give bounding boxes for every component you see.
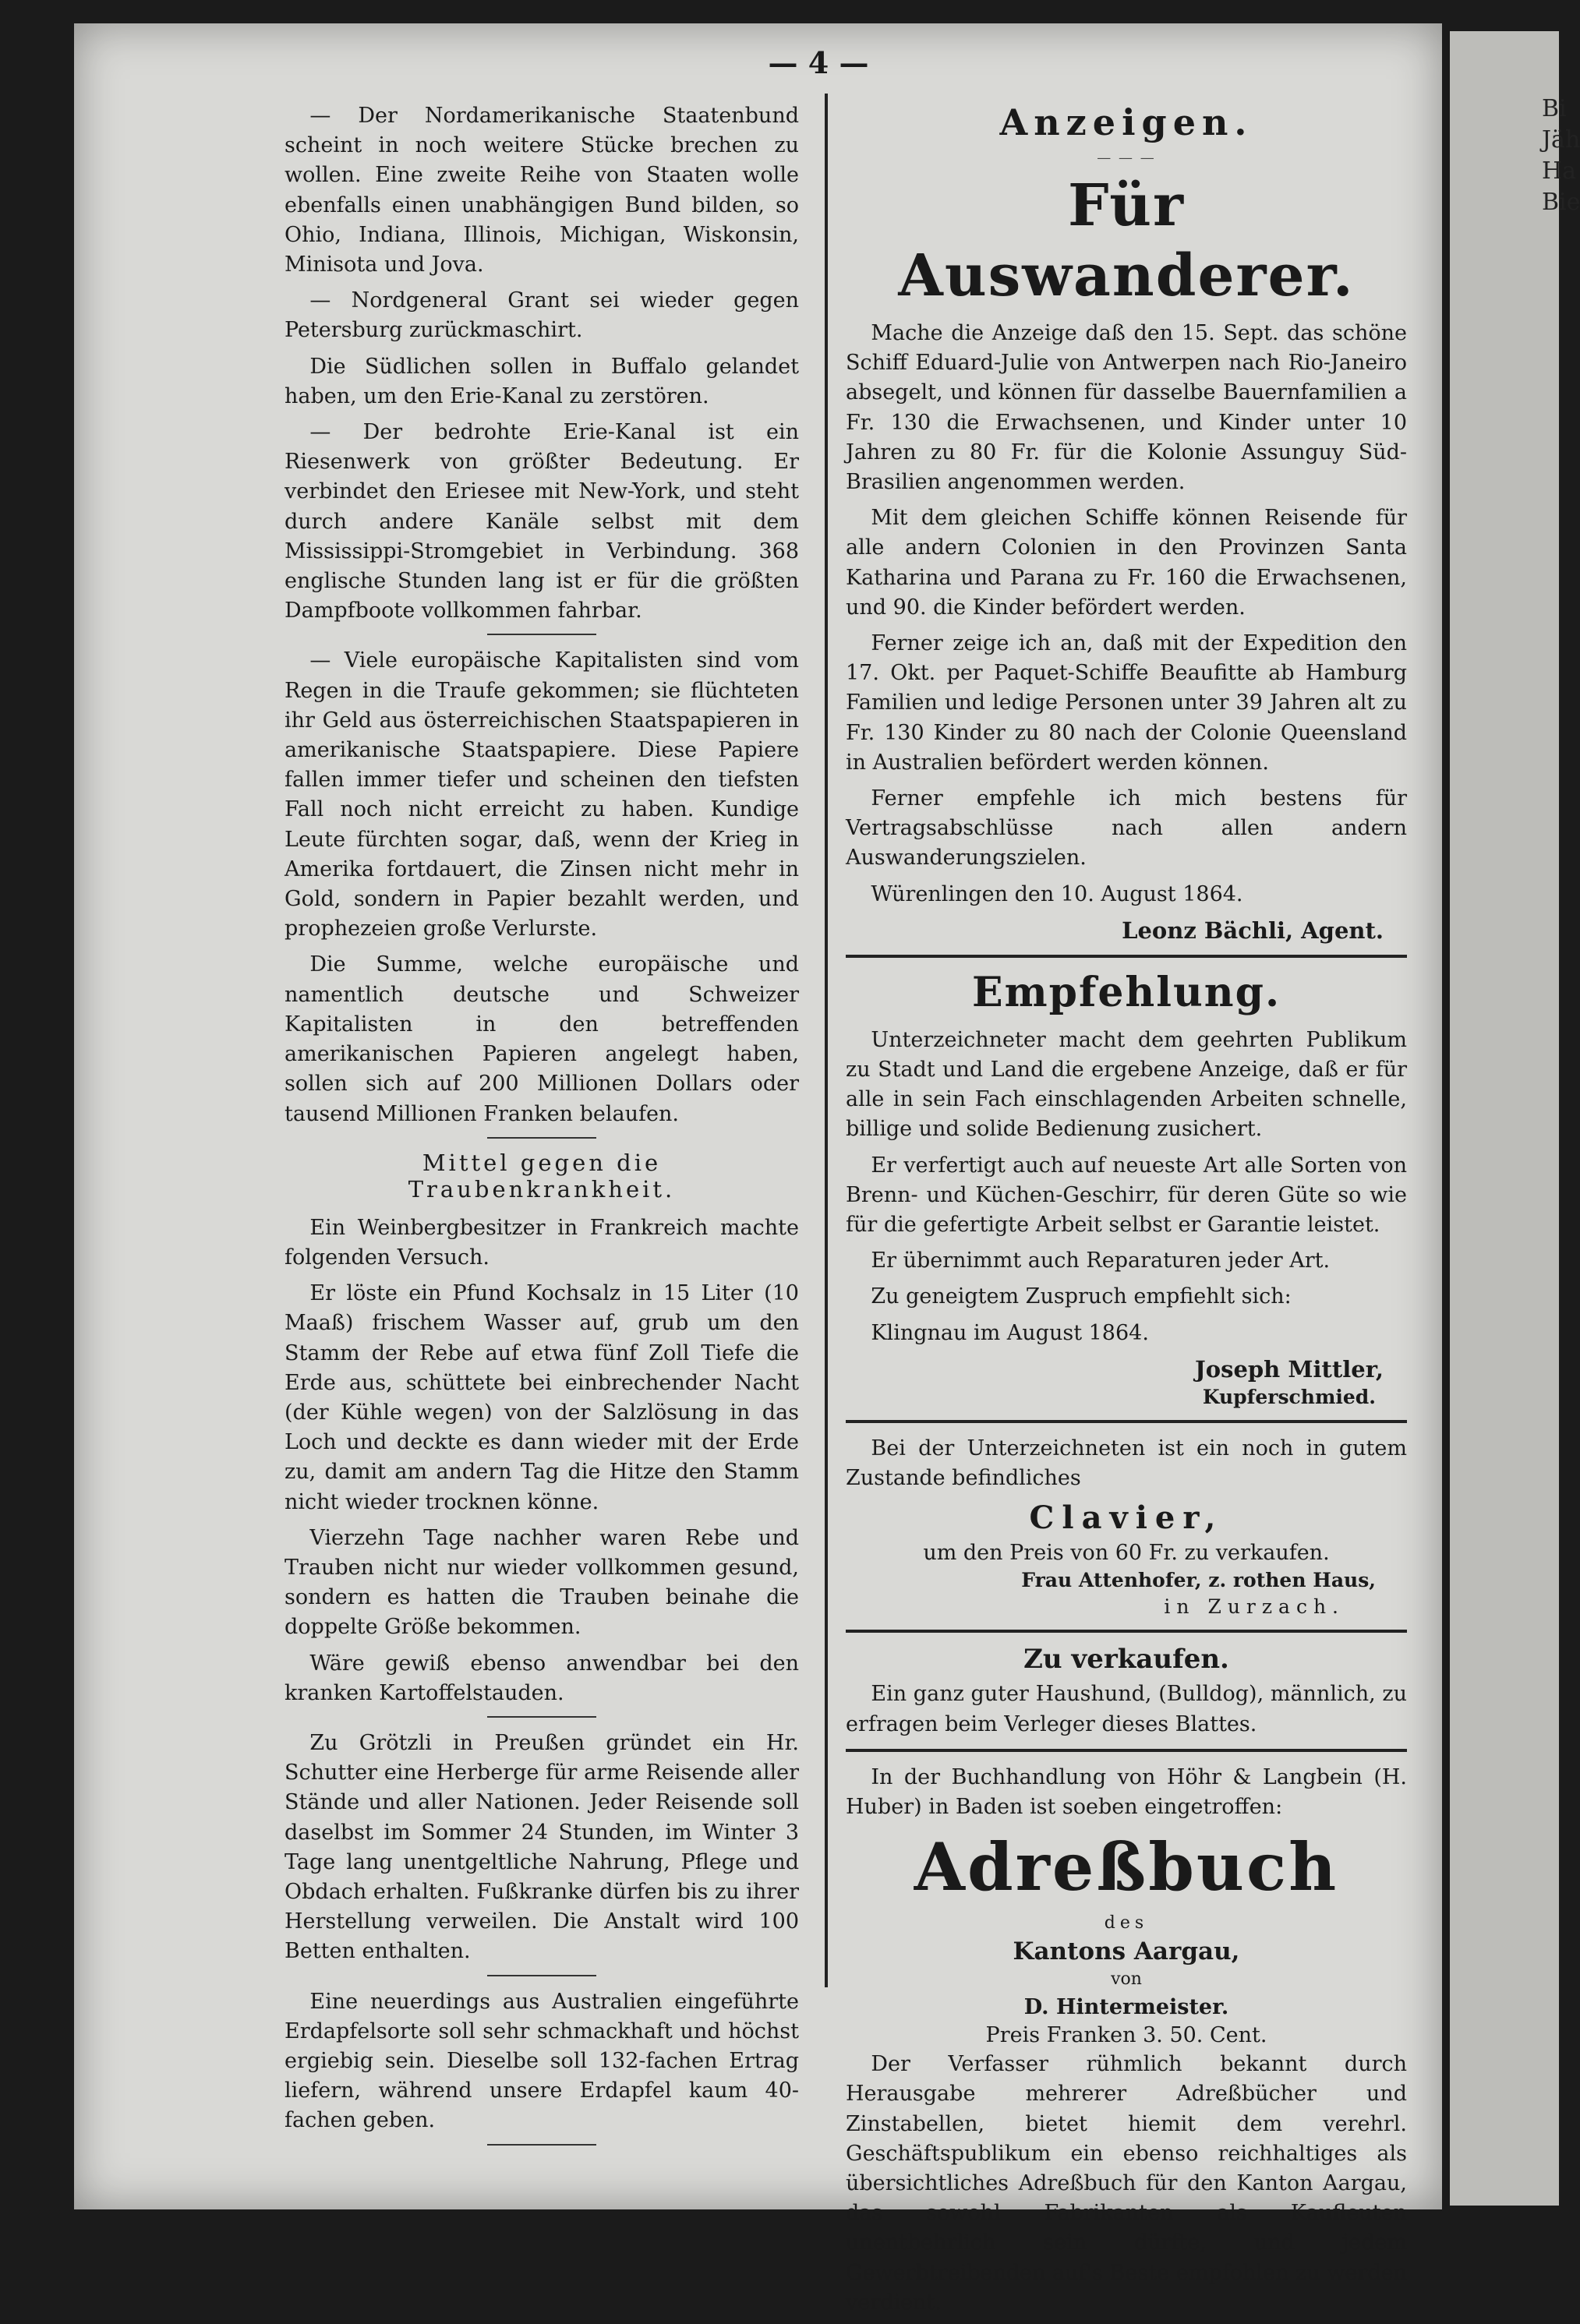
ad-separator <box>846 1420 1407 1423</box>
separator <box>487 1975 596 1976</box>
ad-title-verkaufen: Zu verkaufen. <box>1023 1644 1229 1676</box>
ads-section-title: Anzeigen. <box>999 101 1253 143</box>
ad-von: von <box>1111 1969 1142 1990</box>
edge-fragment: Ha <box>1542 157 1577 185</box>
ad-paragraph: Ferner empfehle ich mich bestens für Vertragsabschlüsse nach allen andern Auswanderungszielen. <box>846 786 1407 871</box>
column-divider <box>825 94 828 1987</box>
ad-paragraph: Klingnau im August 1864. <box>871 1320 1149 1345</box>
adjacent-page-edge <box>1450 31 1580 2206</box>
ad-paragraph: Der Verfasser rühmlich bekannt durch Herausgabe mehrerer Adreßbücher und Zinstabellen, bietet hiemit dem verehrl. Geschäftspublikum ein ebenso reichhaltiges als übersichtliches Adreßbuch für den Kanton Aargau, das sowohl Fabrikanten als Kaufleuten unentbehrlich sein dürfte, und jedem Gewerbtreibenden auf's Beste empfohlen zu werden verdient. <box>846 2052 1407 2315</box>
ad-separator <box>846 1749 1407 1752</box>
news-paragraph: Ein Weinbergbesitzer in Frankreich machte folgenden Versuch. <box>285 1215 799 1270</box>
news-paragraph: Vierzehn Tage nachher waren Rebe und Trauben nicht nur wieder vollkommen gesund, sondern es hatten die Trauben beinahe die doppelte Größe bekommen. <box>285 1525 799 1640</box>
edge-fragment: Jäh <box>1542 126 1580 154</box>
page-number: — 4 — <box>768 45 869 80</box>
article-heading: Mittel gegen die Traubenkrankheit. <box>408 1149 676 1203</box>
news-paragraph: Wäre gewiß ebenso anwendbar bei den kranken Kartoffelstauden. <box>285 1651 799 1705</box>
ad-paragraph: Er übernimmt auch Reparaturen jeder Art. <box>871 1249 1331 1273</box>
news-paragraph: — Der bedrohte Erie-Kanal ist ein Riesenwerk von größter Bedeutung. Er verbindet den Eriesee mit New-York, und steht durch andere Kanäle selbst mit dem Mississippi-Stromgebiet in Verbindung. 368 englische Stunden lang ist er für die größten Dampfboote vollkommen fahrbar. <box>285 420 799 623</box>
separator <box>487 634 596 635</box>
ad-paragraph: Mit dem gleichen Schiffe können Reisende für alle andern Colonien in den Provinzen Santa Katharina und Parana zu Fr. 160 die Erwachsenen, und 90. die Kinder befördert werden. <box>846 506 1407 620</box>
ad-des: des <box>1104 1913 1149 1934</box>
edge-fragment: Bie <box>1542 189 1580 216</box>
ad-paragraph: Bei der Unterzeichneten ist ein noch in gutem Zustande befindliches <box>846 1436 1407 1491</box>
ad-signature: Frau Attenhofer, z. rothen Haus, <box>1021 1569 1376 1592</box>
ad-separator <box>846 1630 1407 1633</box>
ad-place: in Zurzach. <box>1164 1595 1345 1619</box>
separator <box>487 1716 596 1718</box>
news-paragraph: Eine neuerdings aus Australien eingeführte Erdapfelsorte soll sehr schmackhaft und höchst ergiebig sein. Dieselbe soll 132-fachen Ertrag liefern, während unsere Erdapfel kaum 40-fachen geben. <box>285 1989 799 2133</box>
ad-separator <box>846 955 1407 958</box>
ad-title-auswanderer: Für Auswanderer. <box>898 172 1355 309</box>
ad-paragraph: Unterzeichneter macht dem geehrten Publikum zu Stadt und Land die ergebene Anzeige, daß er für alle in sein Fach einschlagenden Arbeiten schnelle, billige und solide Bedienung zusichert. <box>846 1027 1407 1142</box>
news-paragraph: — Der Nordamerikanische Staatenbund scheint in noch weitere Stücke brechen zu wollen. Eine zweite Reihe von Staaten wolle ebenfalls einen unabhängigen Bund bilden, so Ohio, Indiana, Illinois, Michigan, Wiskonsin, Minisota und Jova. <box>285 104 799 277</box>
ad-paragraph: Würenlingen den 10. August 1864. <box>871 881 1243 906</box>
ad-price: um den Preis von 60 Fr. zu verkaufen. <box>923 1541 1330 1566</box>
ad-paragraph: Ein ganz guter Haushund, (Bulldog), männlich, zu erfragen beim Verleger dieses Blattes. <box>846 1682 1407 1736</box>
news-paragraph: Die Südlichen sollen in Buffalo gelandet haben, um den Erie-Kanal zu zerstören. <box>285 354 799 408</box>
news-paragraph: — Viele europäische Kapitalisten sind vom Regen in die Traufe gekommen; sie flüchteten ihr Geld aus österreichischen Staatspapieren in amerikanische Staatspapiere. Diese Papiere fallen immer tiefer und scheinen den tiefsten Fall noch nicht erreicht zu haben. Kundige Leute fürchten sogar, daß, wenn der Krieg in Amerika fortdauert, die Zinsen nicht mehr in Gold, sondern in Papier bezahlt werden, und prophezeien große Verlurste. <box>285 648 799 941</box>
ad-title-adressbuch: Adreßbuch <box>914 1828 1339 1906</box>
ad-price: Preis Franken 3. 50. Cent. <box>985 2023 1267 2048</box>
ad-paragraph: Zu geneigtem Zuspruch empfiehlt sich: <box>871 1284 1292 1309</box>
ad-paragraph: In der Buchhandlung von Höhr & Langbein (H. Huber) in Baden ist soeben eingetroffen: <box>846 1764 1407 1819</box>
ad-signature: Leonz Bächli, Agent. <box>1122 917 1384 944</box>
right-column <box>846 101 1407 2324</box>
ad-paragraph: Ferner zeige ich an, daß mit der Expedition den 17. Okt. per Paquet-Schiffe Beaufitte ab Hamburg Familien und ledige Personen unter 39 Jahren alt zu Fr. 130 Kinder zu 80 nach der Colonie Queensland in Australien befördert werden können. <box>846 631 1407 775</box>
ad-kanton: Kantons Aargau, <box>1013 1937 1240 1966</box>
ad-title-empfehlung: Empfehlung. <box>971 968 1281 1016</box>
ad-signature: Joseph Mittler, <box>1195 1355 1384 1383</box>
ornament-rule: — — — <box>1097 150 1156 166</box>
ad-author: D. Hintermeister. <box>1023 1995 1229 2020</box>
separator <box>487 1137 596 1139</box>
news-paragraph: Zu Grötzli in Preußen gründet ein Hr. Schutter eine Herberge für arme Reisende aller Stände und aller Nationen. Jeder Reisende soll daselbst im Sommer 24 Stunden, im Winter 3 Tage lang unentgeltliche Nahrung, Pflege und Obdach erhalten. Fußkranke dürfen bis zu ihrer Herstellung verweilen. Die Anstalt wird 100 Betten enthalten. <box>285 1730 800 1964</box>
edge-fragment: Bi <box>1542 95 1567 122</box>
separator <box>487 2144 596 2146</box>
ad-paragraph: Mache die Anzeige daß den 15. Sept. das schöne Schiff Eduard-Julie von Antwerpen nach Rio-Janeiro absegelt, und können für dasselbe Bauernfamilien a Fr. 130 die Erwachsenen, und Kinder unter 10 Jahren zu 80 Fr. für die Kolonie Assunguy Süd-Brasilien angenommen werden. <box>846 321 1407 495</box>
ad-signature-role: Kupferschmied. <box>1202 1385 1376 1408</box>
ad-item-clavier: Clavier, <box>1029 1499 1224 1537</box>
left-column <box>285 101 799 2156</box>
news-paragraph: Er löste ein Pfund Kochsalz in 15 Liter (10 Maaß) frischem Wasser auf, grub um den Stamm der Rebe auf etwa fünf Zoll Tiefe die Erde aus, schüttete bei einbrechender Nacht (der Kühle wegen) von der Salzlösung in das Loch und deckte es dann wieder mit der Erde zu, damit am andern Tag die Hitze den Stamm nicht wieder trocknen könne. <box>285 1281 799 1514</box>
news-paragraph: — Nordgeneral Grant sei wieder gegen Petersburg zurückmaschirt. <box>285 288 799 343</box>
news-paragraph: Die Summe, welche europäische und namentlich deutsche und Schweizer Kapitalisten in den betreffenden amerikanischen Papieren angelegt haben, sollen sich auf 200 Millionen Dollars oder tausend Millionen Franken belaufen. <box>285 952 799 1126</box>
ad-paragraph: Er verfertigt auch auf neueste Art alle Sorten von Brenn- und Küchen-Geschirr, für deren Güte so wie für die gefertigte Arbeit selbst er Garantie leistet. <box>846 1153 1407 1238</box>
